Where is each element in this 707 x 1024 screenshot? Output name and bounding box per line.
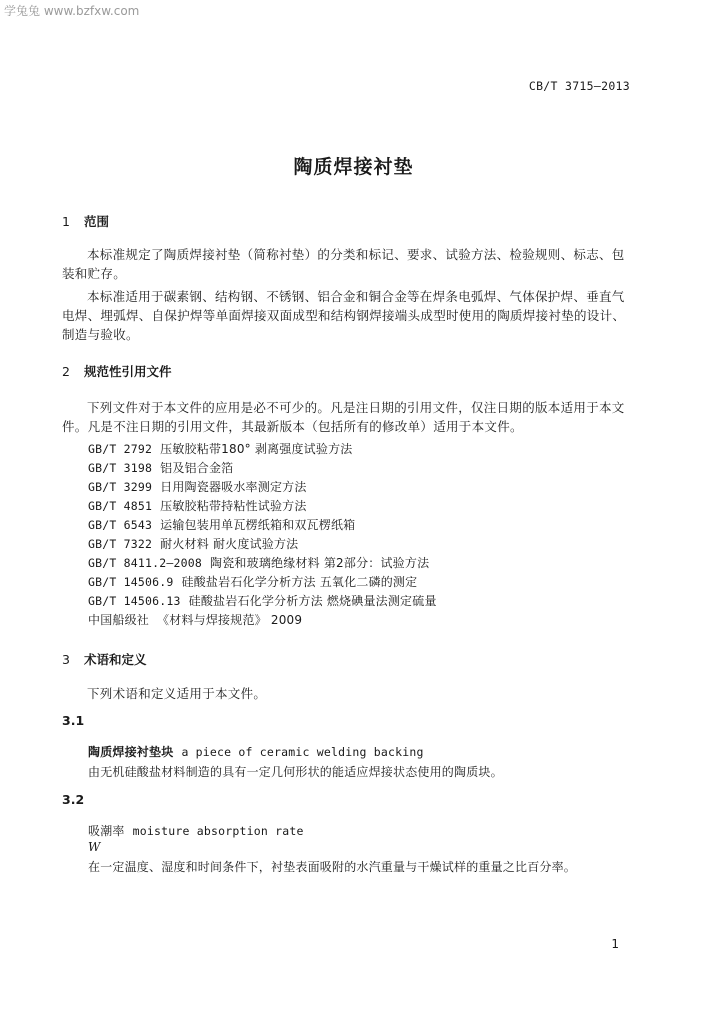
reference-code: GB/T 3198: [88, 461, 153, 475]
term-3-2-definition: 在一定温度、湿度和时间条件下，衬垫表面吸附的水汽重量与干燥试样的重量之比百分率。: [88, 860, 577, 874]
reference-item: [88, 516, 355, 533]
section-2-intro: 下列文件对于本文件的应用是必不可少的。凡是注日期的引用文件，仅注日期的版本适用于本文件。凡是不注日期的引用文件，其最新版本（包括所有的修改单）适用于本文件。: [62, 400, 625, 434]
reference-code: GB/T 14506.9: [88, 575, 174, 589]
section-2-title: 规范性引用文件: [84, 364, 172, 379]
watermark-text: 学兔兔 www.bzfxw.com: [4, 4, 140, 18]
reference-name: 日用陶瓷器吸水率测定方法: [160, 480, 307, 494]
term-3-1-title: [88, 743, 424, 760]
term-zh: 陶质焊接衬垫块: [88, 745, 174, 759]
reference-item: [88, 573, 417, 590]
page-title: 陶质焊接衬垫: [293, 156, 414, 178]
reference-item: [88, 459, 233, 476]
reference-item: [88, 592, 437, 609]
term-3-2-title: [88, 822, 304, 839]
term-en: moisture absorption rate: [132, 824, 304, 838]
reference-code: GB/T 14506.13: [88, 594, 181, 608]
section-1-title: 范围: [84, 214, 110, 229]
term-zh: 吸潮率: [88, 824, 125, 838]
reference-code: 中国船级社: [88, 613, 150, 627]
reference-name: 运输包装用单瓦楞纸箱和双瓦楞纸箱: [160, 518, 356, 532]
reference-code: GB/T 3299: [88, 480, 153, 494]
section-1-heading: [62, 212, 109, 230]
section-1-number: 1: [62, 214, 70, 229]
term-number: 3.1: [62, 713, 85, 728]
reference-item: [88, 554, 429, 571]
reference-name: 压敏胶粘带持粘性试验方法: [160, 499, 307, 513]
reference-item: [88, 440, 352, 457]
section-1-paragraph-2: 本标准适用于碳素钢、结构钢、不锈钢、铝合金和铜合金等在焊条电弧焊、气体保护焊、垂直气电焊、埋弧焊、自保护焊等单面焊接双面成型和结构钢焊接端头成型时使用的陶质焊接衬垫的设计、制造与验收。: [62, 289, 626, 342]
section-3-heading: [62, 650, 147, 668]
section-3-title: 术语和定义: [84, 652, 147, 667]
reference-item: [88, 535, 298, 552]
reference-code: GB/T 6543: [88, 518, 153, 532]
reference-code: GB/T 4851: [88, 499, 153, 513]
standard-code: CB/T 3715—2013: [528, 79, 630, 93]
reference-code: GB/T 7322: [88, 537, 153, 551]
reference-name: 压敏胶粘带180° 剥离强度试验方法: [160, 442, 353, 456]
term-3-1-definition: 由无机硅酸盐材料制造的具有一定几何形状的能适应焊接状态使用的陶质块。: [88, 765, 503, 779]
term-3-2-number: [62, 792, 84, 807]
section-2-heading: [62, 362, 172, 380]
reference-name: 《材料与焊接规范》 2009: [157, 613, 303, 627]
reference-code: GB/T 8411.2—2008: [88, 556, 202, 570]
reference-item: [88, 478, 307, 495]
reference-name: 铝及铝合金箔: [160, 461, 234, 475]
section-3-number: 3: [62, 652, 70, 667]
page-number: 1: [611, 937, 619, 951]
section-3-intro: 下列术语和定义适用于本文件。: [87, 686, 267, 701]
term-3-2-symbol: W: [88, 840, 101, 854]
reference-item: [88, 497, 307, 514]
section-2-number: 2: [62, 364, 70, 379]
reference-name: 陶瓷和玻璃绝缘材料 第2部分：试验方法: [210, 556, 430, 570]
section-1-paragraph-1: 本标准规定了陶质焊接衬垫（简称衬垫）的分类和标记、要求、试验方法、检验规则、标志、包装和贮存。: [62, 247, 625, 281]
reference-name: 硅酸盐岩石化学分析方法 燃烧碘量法测定硫量: [188, 594, 437, 608]
term-number: 3.2: [62, 792, 85, 807]
reference-item: [88, 611, 302, 628]
term-3-1-number: [62, 713, 84, 728]
term-en: a piece of ceramic welding backing: [181, 745, 424, 759]
reference-code: GB/T 2792: [88, 442, 153, 456]
reference-name: 耐火材料 耐火度试验方法: [160, 537, 299, 551]
reference-name: 硅酸盐岩石化学分析方法 五氧化二磷的测定: [181, 575, 418, 589]
